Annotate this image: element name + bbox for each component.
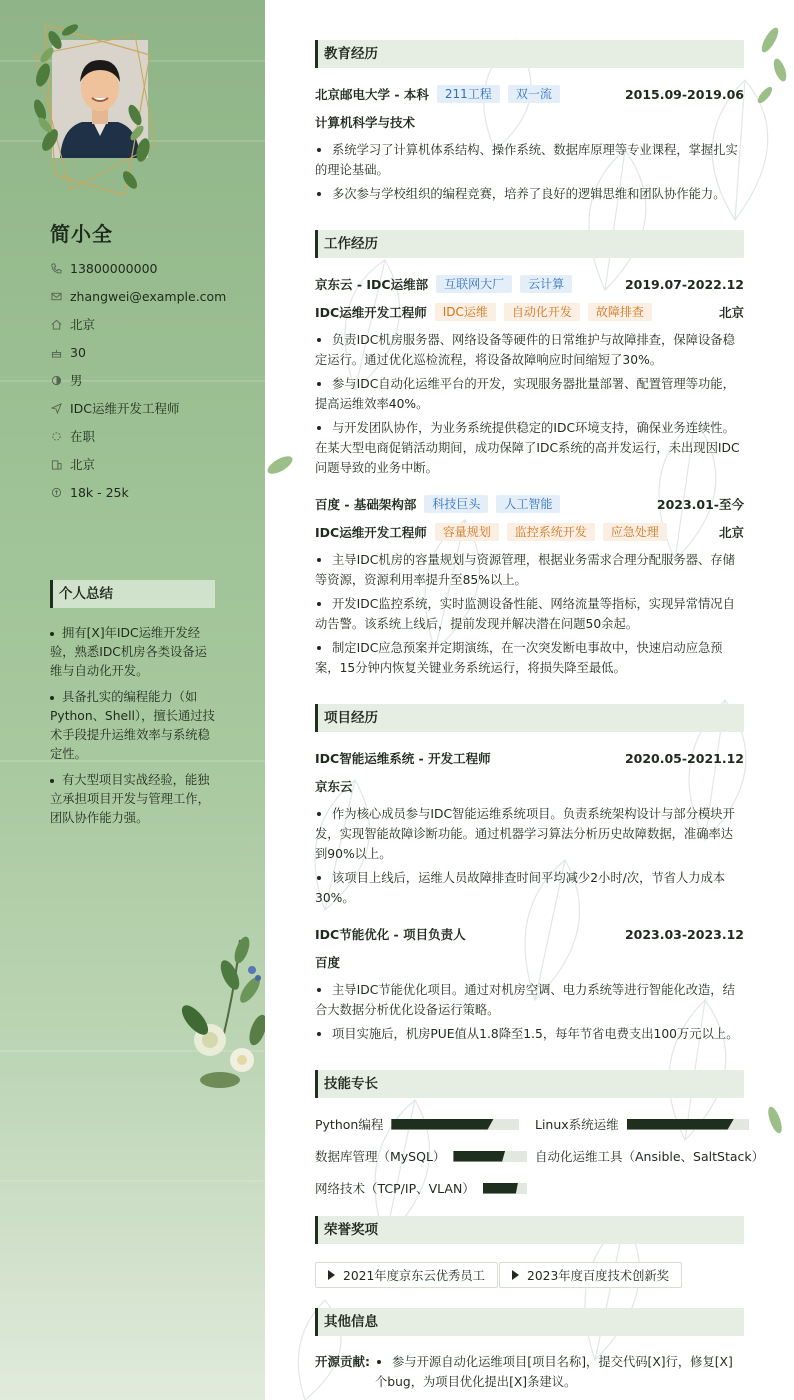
other-section-title: 其他信息 <box>315 1308 744 1336</box>
list-item: 作为核心成员参与IDC智能运维系统项目。负责系统架构设计与部分模块开发，实现智能故障诊断功能。通过机器学习算法分析历史故障数据，准确率达到90%以上。 <box>315 804 744 864</box>
education-header: 北京邮电大学 - 本科 211工程 双一流 2015.09-2019.06 <box>315 86 744 102</box>
role-tag: IDC运维 <box>435 303 496 321</box>
building-icon <box>50 458 62 470</box>
skill-bar <box>453 1151 527 1162</box>
project-list <box>315 804 744 912</box>
gender-icon <box>50 374 62 386</box>
info-status: 在职 <box>50 425 250 447</box>
skill-bar-fill <box>391 1119 493 1130</box>
play-icon <box>328 1270 335 1280</box>
skill-bar <box>391 1119 519 1130</box>
skill-bar <box>627 1119 749 1130</box>
project-header: IDC智能运维系统 - 开发工程师 2020.05-2021.12 <box>315 750 744 766</box>
role-tag: 自动化开发 <box>504 303 580 321</box>
list-item: 该项目上线后，运维人员故障排查时间平均减少2小时/次，节省人力成本30%。 <box>315 868 744 908</box>
job-city: 北京 <box>718 305 744 320</box>
education-major: 计算机科学与技术 <box>315 115 416 130</box>
list-item: 拥有[X]年IDC运维开发经验，熟悉IDC机房各类设备运维与自动化开发。 <box>50 624 218 681</box>
sidebar <box>0 0 265 1400</box>
list-item: 有大型项目实战经验，能独立承担项目开发与管理工作，团队协作能力强。 <box>50 771 218 828</box>
award-badge: 2021年度京东云优秀员工 <box>315 1262 498 1288</box>
info-email: zhangwei@example.com <box>50 285 250 307</box>
project-period: 2020.05-2021.12 <box>624 750 744 766</box>
job-city: 北京 <box>718 525 744 540</box>
list-item: 主导IDC机房的容量规划与资源管理，根据业务需求合理分配服务器、存储等资源，资源利用率提升至85%以上。 <box>315 550 744 590</box>
company-tag: 互联网大厂 <box>436 275 512 293</box>
project-org: 百度 <box>315 955 341 970</box>
job-header: 百度 - 基础架构部 科技巨头 人工智能 2023.01-至今 <box>315 497 744 512</box>
skill-bar-fill <box>483 1183 518 1194</box>
job-role: IDC运维开发工程师 IDC运维 自动化开发 故障排查 北京 <box>315 305 744 320</box>
list-item: 主导IDC节能优化项目。通过对机房空调、电力系统等进行智能化改造，结合大数据分析优化设备运行策略。 <box>315 980 744 1020</box>
flower-decoration <box>180 930 265 1090</box>
role-tag: 监控系统开发 <box>507 523 595 541</box>
project-header: IDC节能优化 - 项目负责人 2023.03-2023.12 <box>315 926 744 942</box>
info-age: 30 <box>50 341 250 363</box>
projects-section-title: 项目经历 <box>315 704 744 732</box>
summary-title: 个人总结 <box>50 580 215 608</box>
info-location: 北京 <box>50 313 250 335</box>
info-phone: 13800000000 <box>50 257 250 279</box>
school-tag: 211工程 <box>437 85 500 103</box>
company-tag: 科技巨头 <box>424 495 488 513</box>
job-header: 京东云 - IDC运维部 互联网大厂 云计算 2019.07-2022.12 <box>315 276 744 292</box>
role-tag: 容量规划 <box>435 523 499 541</box>
school-tag: 双一流 <box>508 85 560 103</box>
company-tag: 人工智能 <box>496 495 560 513</box>
company-tag: 云计算 <box>520 275 572 293</box>
job-role: IDC运维开发工程师 容量规划 监控系统开发 应急处理 北京 <box>315 525 744 540</box>
info-city: 北京 <box>50 453 250 475</box>
info-salary: 18k - 25k <box>50 481 250 503</box>
education-section-title: 教育经历 <box>315 40 744 68</box>
list-item: 开发IDC监控系统，实时监测设备性能、网络流量等指标，实现异常情况自动告警。该系统上线后，提前发现并解决潜在问题50余起。 <box>315 594 744 634</box>
list-item: 多次参与学校组织的编程竞赛，培养了良好的逻辑思维和团队协作能力。 <box>315 184 744 204</box>
list-item: 参与IDC自动化运维平台的开发，实现服务器批量部署、配置管理等功能，提高运维效率40%。 <box>315 374 744 414</box>
info-job: IDC运维开发工程师 <box>50 397 250 419</box>
info-gender: 男 <box>50 369 250 391</box>
role-tag: 应急处理 <box>603 523 667 541</box>
list-item: 负责IDC机房服务器、网络设备等硬件的日常维护与故障排查，保障设备稳定运行。通过优化巡检流程，将设备故障响应时间缩短了30%。 <box>315 330 744 370</box>
home-icon <box>50 318 62 330</box>
skill-item: 网络技术（TCP/IP、VLAN） <box>315 1178 527 1198</box>
list-item: 制定IDC应急预案并定期演练，在一次突发断电事故中，快速启动应急预案，15分钟内恢复关键业务系统运行，将损失降至最低。 <box>315 638 744 678</box>
skill-bar-fill <box>627 1119 734 1130</box>
cake-icon <box>50 346 62 358</box>
education-list <box>315 140 744 208</box>
skill-bar-fill <box>453 1151 505 1162</box>
phone-icon <box>50 262 62 274</box>
award-badge: 2023年度百度技术创新奖 <box>499 1262 682 1288</box>
candidate-name: 简小全 <box>50 222 113 246</box>
play-icon <box>512 1270 519 1280</box>
work-section-title: 工作经历 <box>315 230 744 258</box>
job-period: 2023.01-至今 <box>656 497 744 512</box>
send-icon <box>50 402 62 414</box>
leaf-frame-decoration <box>25 15 165 200</box>
skills-section-title: 技能专长 <box>315 1070 744 1098</box>
awards-section-title: 荣誉奖项 <box>315 1216 744 1244</box>
job-list <box>315 330 744 482</box>
job-period: 2019.07-2022.12 <box>624 276 744 292</box>
job-list <box>315 550 744 682</box>
project-list <box>315 980 744 1048</box>
list-item: 系统学习了计算机体系结构、操作系统、数据库原理等专业课程，掌握扎实的理论基础。 <box>315 140 744 180</box>
opensource-label: 开源贡献: <box>315 1354 370 1369</box>
status-icon <box>50 430 62 442</box>
list-item: 参与开源自动化运维项目[项目名称]，提交代码[X]行，修复[X]个bug，为项目优化提出[X]条建议。 <box>375 1352 744 1392</box>
summary-list <box>50 624 218 835</box>
money-icon <box>50 486 62 498</box>
mail-icon <box>50 290 62 302</box>
skill-item: Linux系统运维 <box>535 1114 749 1134</box>
skill-item: 自动化运维工具（Ansible、SaltStack） <box>535 1149 765 1164</box>
list-item: 与开发团队协作，为业务系统提供稳定的IDC环境支持，确保业务连续性。在某大型电商促销活动期间，成功保障了IDC系统的高并发运行，未出现因IDC问题导致的业务中断。 <box>315 418 744 478</box>
project-org: 京东云 <box>315 779 353 794</box>
education-period: 2015.09-2019.06 <box>624 86 744 102</box>
skill-bar <box>483 1183 527 1194</box>
skill-item: Python编程 <box>315 1114 519 1134</box>
project-period: 2023.03-2023.12 <box>624 926 744 942</box>
skill-item: 数据库管理（MySQL） <box>315 1146 527 1166</box>
role-tag: 故障排查 <box>588 303 652 321</box>
other-list <box>375 1352 744 1396</box>
list-item: 项目实施后，机房PUE值从1.8降至1.5，每年节省电费支出100万元以上。 <box>315 1024 744 1044</box>
list-item: 具备扎实的编程能力（如Python、Shell），擅长通过技术手段提升运维效率与系统稳定性。 <box>50 688 218 764</box>
